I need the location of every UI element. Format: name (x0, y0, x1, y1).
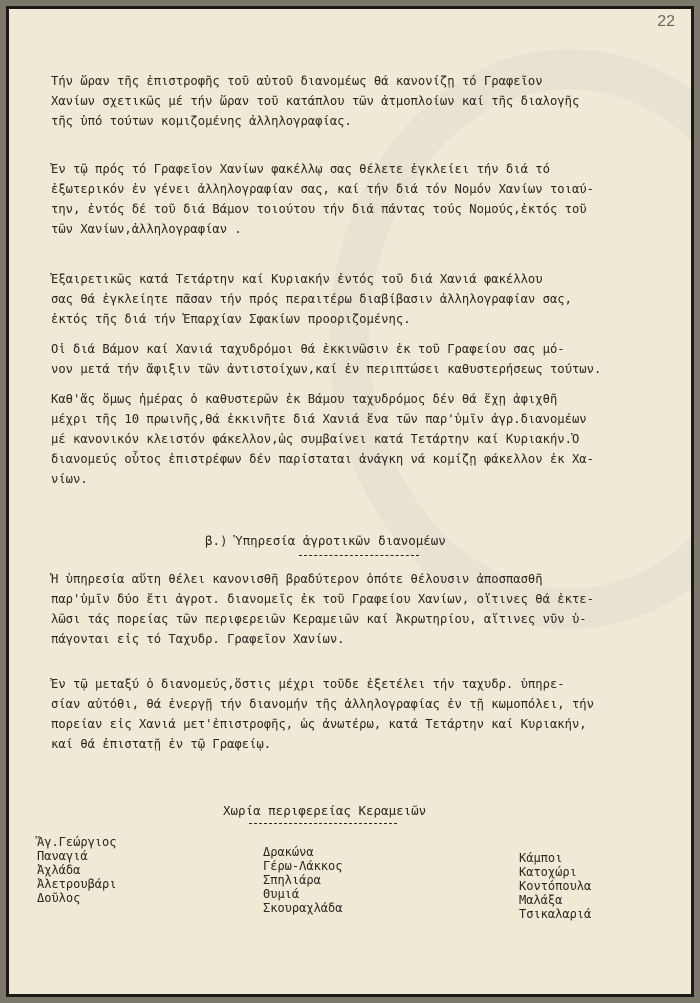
village-name: Κοντόπουλα (519, 879, 592, 893)
paragraph-4: Οἱ διά Βάμον καί Χανιά ταχυδρόμοι θά ἐκκινῶσιν ἐκ τοῦ Γραφείου σας μό- νον μετά τήν ἄφιξιν τῶν ἀντιστοίχων,καί ἐν περιπτώσει καθυστερήσεως τούτων. (51, 342, 602, 376)
paragraph-2: Ἐν τῷ πρός τό Γραφεῖον Χανίων φακέλλῳ σας θέλετε ἐγκλείει τήν διά τό ἐξωτερικόν ἐν γένει ἀλληλογραφίαν σας, καί τήν διά τόν Νομόν Χανίων τοιαύ- την, ἐντός δέ τοῦ διά Βάμον τοιούτου τήν διά πάντας τούς Νομούς,ἐκτός τοῦ τῶν Χανίων,ἀλληλογραφίαν . (51, 162, 594, 236)
village-name: Γέρω-Λάκκος (263, 859, 343, 873)
village-list-col-3 (519, 851, 591, 921)
village-name: Θυμιά (263, 887, 300, 901)
village-name: Κατοχώρι (519, 865, 577, 879)
village-name: Δοῦλος (37, 891, 81, 905)
document-page (6, 6, 694, 997)
village-name: Δρακώνα (263, 845, 314, 859)
villages-heading: Χωρία περιφερείας Κεραμειῶν (223, 803, 427, 818)
paragraph-7: Ἐν τῷ μεταξύ ὁ διανομεύς,ὅστις μέχρι τοῦδε ἐξετέλει τήν ταχυδρ. ὑπηρε- σίαν αὐτόθι, θά ἐνεργῇ τήν διανομήν τῆς ἀλληλογραφίας ἐν τῇ κωμοπόλει, τήν πορείαν εἰς Χανιά μετ'ἐπιστροφῆς, ὡς ἀνωτέρω, κατά Τετάρτην καί Κυριακήν, καί θά ἐπιστατῇ ἐν τῷ Γραφείῳ. (51, 677, 594, 751)
paragraph-5: Καθ'ἅς ὅμως ἡμέρας ὁ καθυστερῶν ἐκ Βάμου ταχυδρόμος δέν θά ἔχῃ ἀφιχθῆ μέχρι τῆς 10 πρωινῆς,θά ἐκκινῆτε διά Χανιά ἕνα τῶν παρ'ὑμῖν ἀγρ.διανομέων μέ κανονικόν κλειστόν φάκελλον,ὡς συμβαίνει κατά Τετάρτην καί Κυριακήν.Ὁ διανομεύς οὗτος ἐπιστρέφων δέν παρίσταται ἀνάγκη νά κομίζῃ φάκελλον ἐκ Χα- νίων. (51, 392, 594, 486)
paragraph-3: Ἐξαιρετικῶς κατά Τετάρτην καί Κυριακήν ἐντός τοῦ διά Χανιά φακέλλου σας θά ἐγκλείητε πᾶσαν τήν πρός περαιτέρω διαβίβασιν ἀλληλογραφίαν σας, ἐκτός τῆς διά τήν Ἐπαρχίαν Σφακίων προοριζομένης. (51, 272, 572, 326)
village-name: Σπηλιάρα (263, 873, 321, 887)
section-heading: β.) Ὑπηρεσία ἀγροτικῶν διανομέων (205, 533, 446, 548)
village-name: Σκουραχλάδα (263, 901, 343, 915)
village-list-col-1 (37, 835, 116, 905)
paragraph-1: Τήν ὥραν τῆς ἐπιστροφῆς τοῦ αὐτοῦ διανομέως θά κανονίζῃ τό Γραφεῖον Χανίων σχετικῶς μέ τήν ὥραν τοῦ κατάπλου τῶν ἀτμοπλοίων καί τῆς διαλογῆς τῆς ὑπό τούτων κομιζομένης ἀλληλογραφίας. (51, 74, 580, 128)
village-name: Ἀλετρουβάρι (37, 877, 117, 891)
village-name: Ἀχλάδα (37, 863, 81, 877)
villages-heading-underline (249, 823, 397, 824)
village-name: Παναγιά (37, 849, 88, 863)
village-name: Τσικαλαριά (519, 907, 592, 921)
page-number: 22 (657, 13, 675, 30)
paragraph-6: Ἡ ὑπηρεσία αὕτη θέλει κανονισθῆ βραδύτερον ὁπότε θέλουσιν ἀποσπασθῆ παρ'ὑμῖν δύο ἔτι ἀγροτ. διανομεῖς ἐκ τοῦ Γραφείου Χανίων, οἵτινες θά ἐκτε- λῶσι τάς πορείας τῶν περιφερειῶν Κεραμειῶν καί Ἀκρωτηρίου, αἵτινες νῦν ὑ- πάγονται εἰς τό Ταχυδρ. Γραφεῖον Χανίων. (51, 572, 594, 646)
section-heading-underline (299, 555, 419, 556)
village-list-col-2 (263, 845, 342, 915)
village-name: Ἅγ.Γεώργιος (37, 835, 117, 849)
village-name: Μαλάξα (519, 893, 563, 907)
village-name: Κάμποι (519, 851, 563, 865)
